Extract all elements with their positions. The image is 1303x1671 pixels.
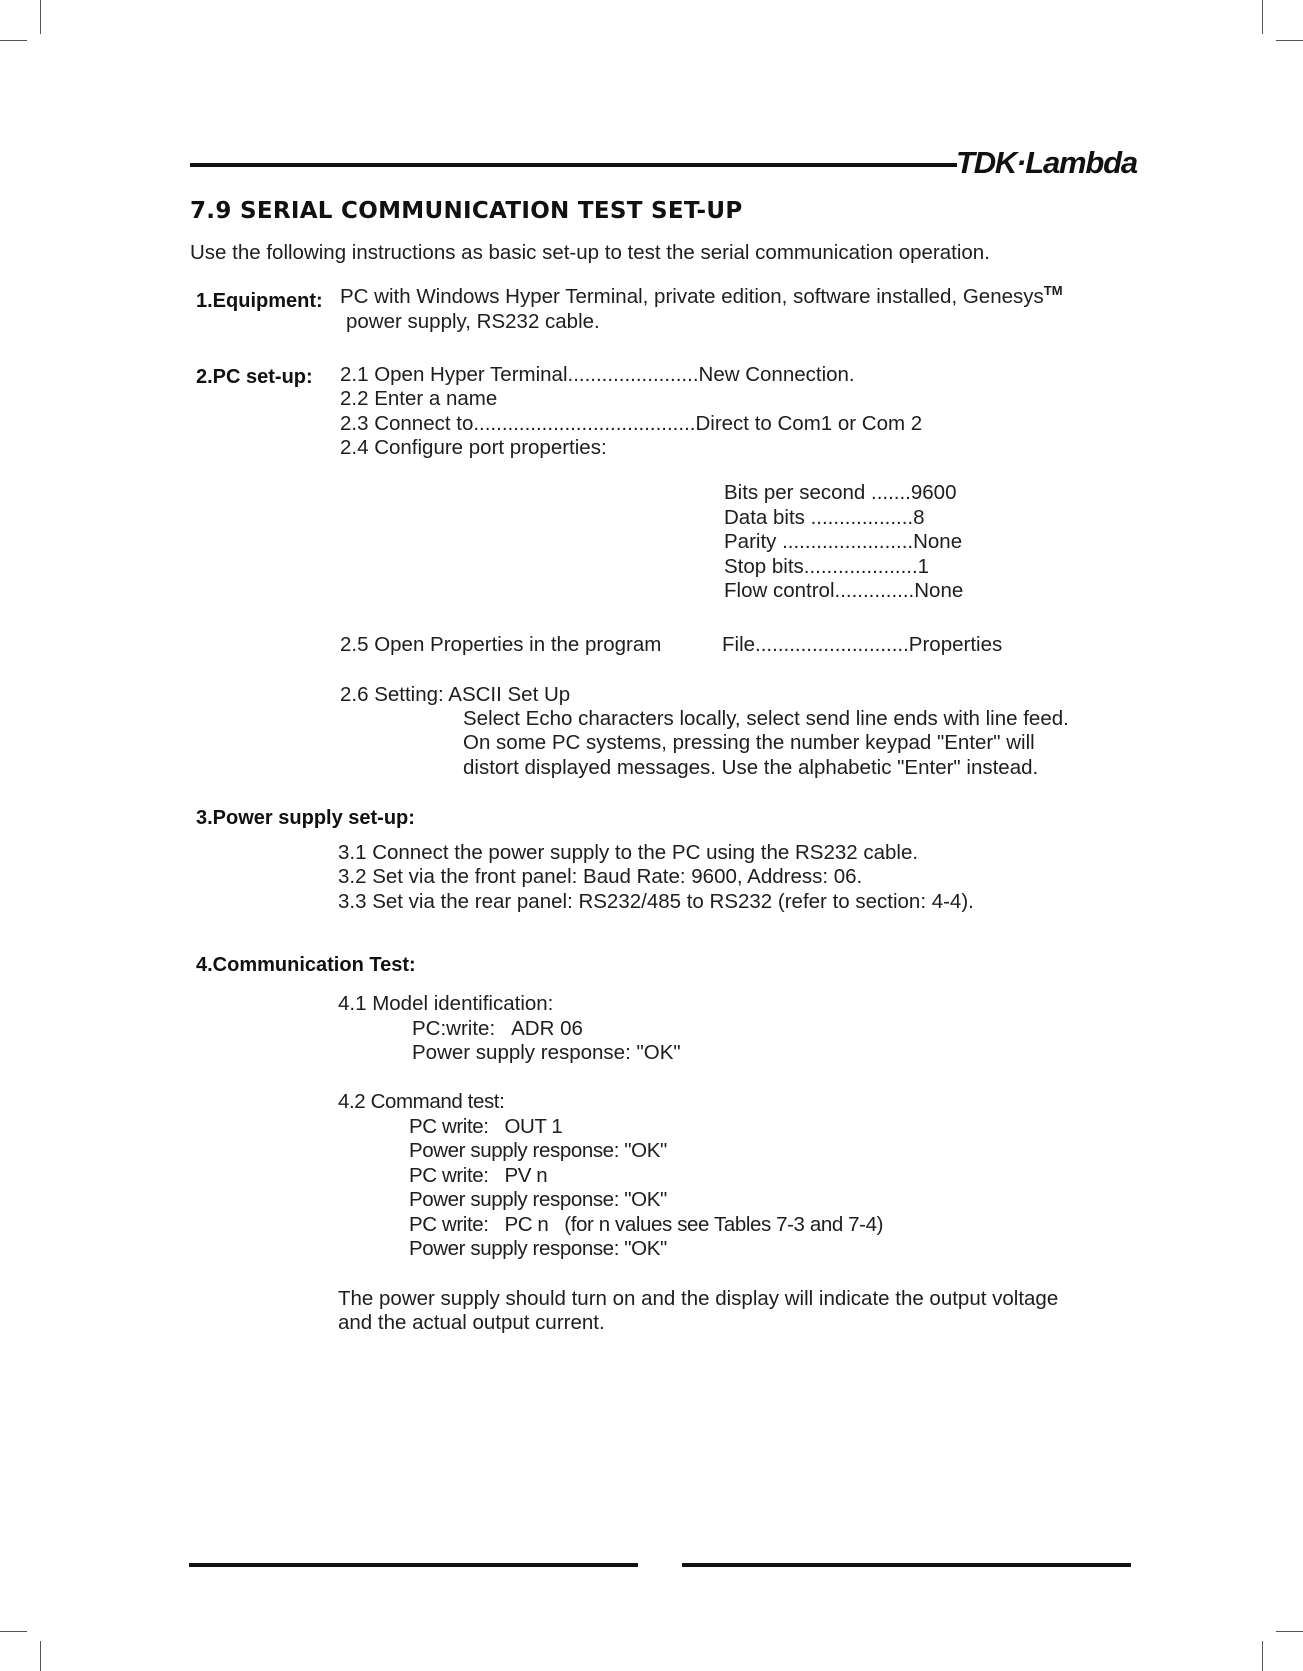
port-property-flow-control: Flow control..............None — [724, 579, 964, 602]
section-title: 7.9 SERIAL COMMUNICATION TEST SET-UP — [190, 198, 743, 224]
comm-step-4-2-line-5: PC write: PC n (for n values see Tables 7-3 and 7-4) — [409, 1213, 884, 1236]
ps-step-3-3: 3.3 Set via the rear panel: RS232/485 to RS232 (refer to section: 4-4). — [338, 890, 974, 913]
equipment-label: 1.Equipment: — [196, 290, 323, 312]
header-rule — [190, 163, 957, 167]
port-property-parity: Parity .......................None — [724, 530, 963, 553]
comm-step-4-2-line-6: Power supply response: "OK" — [409, 1237, 667, 1260]
port-property-stop-bits: Stop bits....................1 — [724, 555, 930, 578]
equipment-line-2: power supply, RS232 cable. — [346, 310, 600, 333]
crop-mark-top-left-h — [0, 40, 27, 41]
footer-rule-right — [682, 1563, 1131, 1567]
footer-rule-left — [189, 1563, 638, 1567]
pc-setup-label: 2.PC set-up: — [196, 366, 313, 388]
comm-step-4-2-line-1: PC write: OUT 1 — [409, 1115, 563, 1138]
pc-step-2-5: 2.5 Open Properties in the program — [340, 633, 662, 656]
pc-step-2-2: 2.2 Enter a name — [340, 387, 498, 410]
port-property-data-bits: Data bits ..................8 — [724, 506, 925, 529]
pc-step-2-6-line-2: On some PC systems, pressing the number keypad "Enter" will — [463, 731, 1035, 754]
comm-step-4-2-line-2: Power supply response: "OK" — [409, 1139, 667, 1162]
crop-mark-bottom-left-h — [0, 1631, 27, 1632]
pc-step-2-6-line-1: Select Echo characters locally, select send line ends with line feed. — [463, 707, 1069, 730]
communication-test-label: 4.Communication Test: — [196, 954, 416, 976]
brand-logo: TDK·Lambda — [956, 145, 1137, 180]
pc-step-2-6-line-3: distort displayed messages. Use the alphabetic "Enter" instead. — [463, 756, 1039, 779]
conclusion-line-1: The power supply should turn on and the display will indicate the output voltage — [338, 1287, 1059, 1310]
trademark-symbol: TM — [1043, 283, 1063, 299]
comm-step-4-2-line-3: PC write: PV n — [409, 1164, 548, 1187]
intro-text: Use the following instructions as basic set-up to test the serial communication operation. — [190, 241, 990, 264]
power-supply-setup-label: 3.Power supply set-up: — [196, 807, 415, 829]
ps-step-3-2: 3.2 Set via the front panel: Baud Rate: 9600, Address: 06. — [338, 865, 863, 888]
ps-step-3-1: 3.1 Connect the power supply to the PC using the RS232 cable. — [338, 841, 919, 864]
pc-step-2-3: 2.3 Connect to.......................................Direct to Com1 or Com 2 — [340, 412, 923, 435]
crop-mark-top-right-h — [1276, 40, 1303, 41]
equipment-text: PC with Windows Hyper Terminal, private edition, software installed, Genesys — [340, 285, 1044, 308]
crop-mark-top-left-v — [40, 0, 41, 34]
crop-mark-bottom-right-h — [1276, 1631, 1303, 1632]
comm-step-4-1-write: PC:write: ADR 06 — [412, 1017, 583, 1040]
port-property-baud: Bits per second .......9600 — [724, 481, 957, 504]
crop-mark-bottom-left-v — [40, 1641, 41, 1671]
comm-step-4-1-response: Power supply response: "OK" — [412, 1041, 681, 1064]
comm-step-4-1: 4.1 Model identification: — [338, 992, 554, 1015]
comm-step-4-2: 4.2 Command test: — [338, 1090, 505, 1113]
pc-step-2-4: 2.4 Configure port properties: — [340, 436, 607, 459]
equipment-line-1 — [340, 285, 1063, 309]
crop-mark-bottom-right-v — [1262, 1641, 1263, 1671]
conclusion-line-2: and the actual output current. — [338, 1311, 605, 1334]
pc-step-2-6: 2.6 Setting: ASCII Set Up — [340, 683, 571, 706]
comm-step-4-2-line-4: Power supply response: "OK" — [409, 1188, 667, 1211]
crop-mark-top-right-v — [1262, 0, 1263, 34]
pc-step-2-5-menu-path: File...........................Properties — [722, 633, 1003, 656]
pc-step-2-1: 2.1 Open Hyper Terminal.......................New Connection. — [340, 363, 855, 386]
